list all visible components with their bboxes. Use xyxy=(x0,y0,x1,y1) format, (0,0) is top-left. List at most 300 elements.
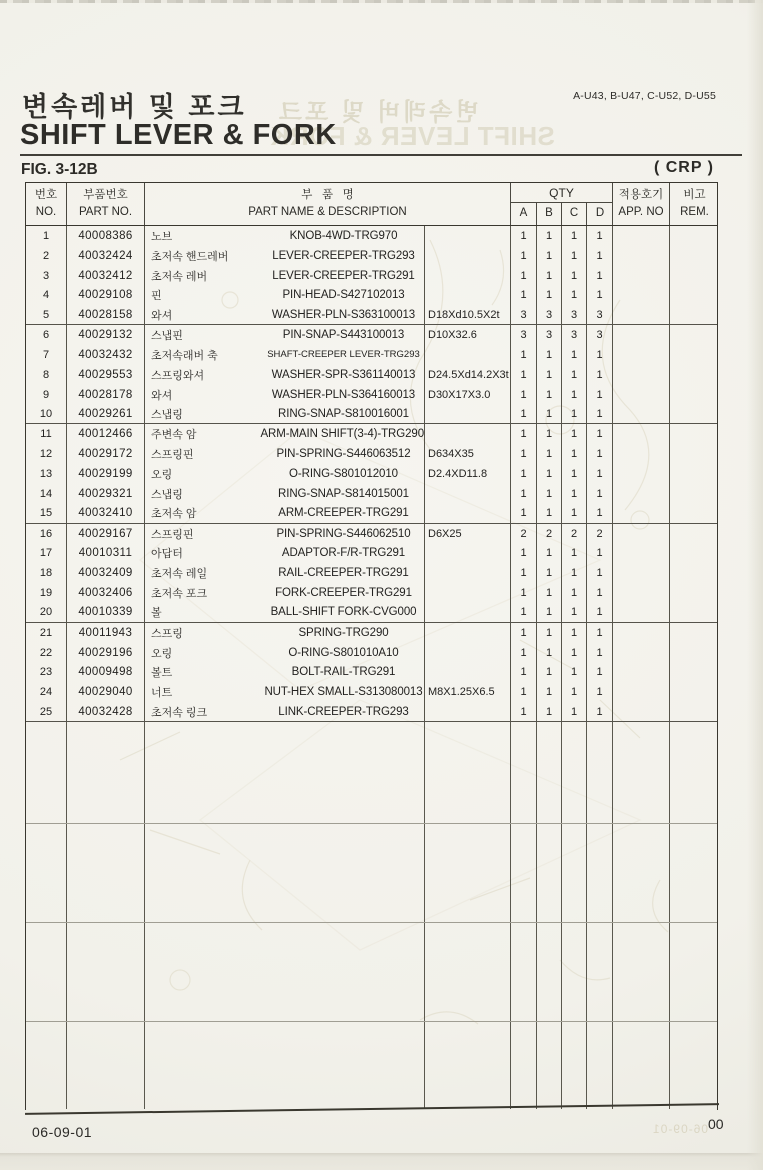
table-row xyxy=(26,246,717,266)
row-qty-b: 1 xyxy=(537,484,562,504)
row-spec xyxy=(425,345,511,365)
row-no: 1 xyxy=(26,226,67,246)
row-qty-c: 1 xyxy=(562,663,587,683)
table-row xyxy=(26,623,717,643)
row-qty-c: 1 xyxy=(562,563,587,583)
row-no: 3 xyxy=(26,266,67,286)
model-codes: A-U43, B-U47, C-U52, D-U55 xyxy=(573,90,716,102)
row-app-no xyxy=(613,663,670,683)
row-part-no: 40032432 xyxy=(67,345,145,365)
row-spec xyxy=(425,663,511,683)
row-part-no: 40029199 xyxy=(67,464,145,484)
table-row xyxy=(26,444,717,464)
row-spec: D18Xd10.5X2t xyxy=(425,305,511,324)
row-name-korean: 초저속 핸드레버 xyxy=(151,250,229,263)
row-qty-b: 1 xyxy=(537,563,562,583)
row-qty-c: 1 xyxy=(562,345,587,365)
table-row xyxy=(26,682,717,702)
row-qty-c: 1 xyxy=(562,226,587,246)
row-no: 22 xyxy=(26,643,67,663)
row-part-no: 40029167 xyxy=(67,524,145,544)
row-qty-c: 1 xyxy=(562,385,587,405)
row-app-no xyxy=(613,444,670,464)
ghost-title-korean: 변속레버 및 포크 xyxy=(276,99,479,126)
row-part-no: 40012466 xyxy=(67,424,145,444)
table-row xyxy=(26,643,717,663)
row-qty-d: 1 xyxy=(587,424,613,444)
row-name xyxy=(145,504,425,523)
row-qty-b: 2 xyxy=(537,524,562,544)
row-qty-c: 1 xyxy=(562,643,587,663)
row-qty-d: 1 xyxy=(587,663,613,683)
row-qty-c: 1 xyxy=(562,286,587,306)
row-no: 10 xyxy=(26,405,67,424)
row-no: 25 xyxy=(26,702,67,721)
table-row xyxy=(26,405,717,425)
row-no: 16 xyxy=(26,524,67,544)
parts-table-body xyxy=(26,226,717,722)
row-part-no: 40009498 xyxy=(67,663,145,683)
scan-edge-bottom xyxy=(0,1153,763,1170)
row-part-no: 40010311 xyxy=(67,544,145,564)
row-qty-d: 1 xyxy=(587,702,613,721)
row-no: 15 xyxy=(26,504,67,523)
row-remark xyxy=(670,345,719,365)
empty-row-block xyxy=(26,1022,717,1109)
row-qty-a: 1 xyxy=(511,405,537,424)
row-name-korean: 와셔 xyxy=(151,309,173,322)
row-qty-d: 1 xyxy=(587,266,613,286)
row-name xyxy=(145,345,425,365)
row-qty-a: 1 xyxy=(511,345,537,365)
row-qty-b: 1 xyxy=(537,643,562,663)
row-part-no: 40032428 xyxy=(67,702,145,721)
row-spec xyxy=(425,266,511,286)
row-remark xyxy=(670,405,719,424)
table-row xyxy=(26,424,717,444)
row-no: 18 xyxy=(26,563,67,583)
row-no: 17 xyxy=(26,544,67,564)
row-name xyxy=(145,544,425,564)
row-spec: M8X1.25X6.5 xyxy=(425,682,511,702)
row-qty-a: 1 xyxy=(511,444,537,464)
row-qty-a: 3 xyxy=(511,325,537,345)
row-name-korean: 스냅링 xyxy=(151,488,183,501)
row-qty-c: 1 xyxy=(562,365,587,385)
parts-table-header xyxy=(26,183,717,226)
row-name xyxy=(145,325,425,345)
row-remark xyxy=(670,226,719,246)
header-no xyxy=(26,183,67,225)
row-part-no: 40032412 xyxy=(67,266,145,286)
header-part-no-korean: 부품번호 xyxy=(83,188,128,201)
row-name-english: SPRING-TRG290 xyxy=(298,626,389,639)
row-name xyxy=(145,563,425,583)
row-app-no xyxy=(613,345,670,365)
row-spec: D10X32.6 xyxy=(425,325,511,345)
row-qty-c: 1 xyxy=(562,424,587,444)
header-part-name-korean: 부 품 명 xyxy=(301,188,354,201)
row-app-no xyxy=(613,246,670,266)
row-name-korean: 초저속 레버 xyxy=(151,270,208,283)
row-remark xyxy=(670,544,719,564)
row-name xyxy=(145,286,425,306)
row-spec: D30X17X3.0 xyxy=(425,385,511,405)
row-qty-d: 1 xyxy=(587,603,613,622)
row-part-no: 40029108 xyxy=(67,286,145,306)
row-name xyxy=(145,583,425,603)
row-qty-b: 1 xyxy=(537,544,562,564)
row-remark xyxy=(670,266,719,286)
row-name-korean: 오링 xyxy=(151,647,173,660)
row-name-english: ADAPTOR-F/R-TRG291 xyxy=(281,547,406,560)
table-row xyxy=(26,365,717,385)
row-app-no xyxy=(613,424,670,444)
row-qty-a: 1 xyxy=(511,385,537,405)
row-qty-d: 1 xyxy=(587,504,613,523)
row-name xyxy=(145,643,425,663)
row-name-korean: 핀 xyxy=(151,290,162,303)
row-app-no xyxy=(613,305,670,324)
row-qty-b: 1 xyxy=(537,663,562,683)
row-qty-a: 1 xyxy=(511,365,537,385)
row-qty-a: 1 xyxy=(511,464,537,484)
row-remark xyxy=(670,286,719,306)
header-qty-label: QTY xyxy=(511,183,612,203)
row-qty-c: 1 xyxy=(562,702,587,721)
row-qty-a: 1 xyxy=(511,603,537,622)
row-part-no: 40029553 xyxy=(67,365,145,385)
row-name xyxy=(145,385,425,405)
page-title-korean: 변속레버 및 포크 xyxy=(22,92,247,122)
row-name-korean: 스프링와셔 xyxy=(151,369,205,382)
row-app-no xyxy=(613,643,670,663)
row-qty-d: 1 xyxy=(587,682,613,702)
row-part-no: 40032409 xyxy=(67,563,145,583)
parts-table xyxy=(25,182,718,1110)
row-qty-a: 1 xyxy=(511,226,537,246)
row-qty-c: 1 xyxy=(562,682,587,702)
footer-revision-date: 06-09-01 xyxy=(32,1124,93,1140)
row-no: 6 xyxy=(26,325,67,345)
header-part-no-english: PART NO. xyxy=(78,206,133,218)
row-name-english: ARM-MAIN SHIFT(3-4)-TRG290 xyxy=(260,428,424,441)
row-qty-a: 1 xyxy=(511,682,537,702)
row-name-korean: 스냅링 xyxy=(151,409,183,422)
row-spec xyxy=(425,424,511,444)
row-part-no: 40008386 xyxy=(67,226,145,246)
row-qty-c: 1 xyxy=(562,266,587,286)
row-no: 7 xyxy=(26,345,67,365)
row-name xyxy=(145,226,425,246)
row-remark xyxy=(670,305,719,324)
row-qty-d: 1 xyxy=(587,385,613,405)
table-row xyxy=(26,544,717,564)
row-qty-a: 1 xyxy=(511,266,537,286)
row-qty-b: 1 xyxy=(537,583,562,603)
row-name xyxy=(145,524,425,544)
row-part-no: 40029321 xyxy=(67,484,145,504)
row-qty-b: 1 xyxy=(537,405,562,424)
row-no: 8 xyxy=(26,365,67,385)
row-name-korean: 오링 xyxy=(151,469,173,482)
table-row xyxy=(26,345,717,365)
row-name xyxy=(145,702,425,721)
row-spec xyxy=(425,484,511,504)
row-no: 11 xyxy=(26,424,67,444)
row-qty-d: 1 xyxy=(587,246,613,266)
row-qty-c: 1 xyxy=(562,504,587,523)
row-no: 12 xyxy=(26,444,67,464)
row-name-english: PIN-SNAP-S443100013 xyxy=(282,329,405,342)
row-app-no xyxy=(613,623,670,643)
row-spec xyxy=(425,226,511,246)
row-name-english: LINK-CREEPER-TRG293 xyxy=(278,705,409,718)
ghost-footer-date: 06-09-01 xyxy=(652,1122,709,1136)
row-part-no: 40029040 xyxy=(67,682,145,702)
header-remarks-english: REM. xyxy=(680,206,709,218)
row-qty-d: 3 xyxy=(587,325,613,345)
row-app-no xyxy=(613,464,670,484)
row-remark xyxy=(670,325,719,345)
row-name-english: SHAFT-CREEPER LEVER-TRG293 xyxy=(267,349,420,361)
row-name-english: FORK-CREEPER-TRG291 xyxy=(275,587,412,600)
scan-edge-top xyxy=(0,0,763,3)
row-spec xyxy=(425,623,511,643)
row-remark xyxy=(670,583,719,603)
row-spec xyxy=(425,544,511,564)
row-part-no: 40029196 xyxy=(67,643,145,663)
row-qty-a: 1 xyxy=(511,702,537,721)
row-name xyxy=(145,424,425,444)
row-qty-b: 3 xyxy=(537,305,562,324)
row-name-korean: 초저속 포크 xyxy=(151,588,208,601)
crp-label: ( CRP ) xyxy=(653,159,714,176)
row-name-korean: 초저속 링크 xyxy=(151,706,208,719)
row-qty-d: 1 xyxy=(587,544,613,564)
row-part-no: 40028158 xyxy=(67,305,145,324)
row-qty-d: 1 xyxy=(587,484,613,504)
scan-edge-right xyxy=(747,0,763,1170)
row-qty-c: 2 xyxy=(562,524,587,544)
row-name xyxy=(145,603,425,622)
row-qty-d: 1 xyxy=(587,583,613,603)
row-qty-c: 1 xyxy=(562,623,587,643)
row-part-no: 40029172 xyxy=(67,444,145,464)
row-qty-b: 3 xyxy=(537,325,562,345)
row-name-english: RING-SNAP-S810016001 xyxy=(278,408,409,421)
row-remark xyxy=(670,365,719,385)
row-name-korean: 스프링핀 xyxy=(151,449,194,462)
row-app-no xyxy=(613,286,670,306)
table-row xyxy=(26,286,717,306)
row-spec xyxy=(425,603,511,622)
row-name xyxy=(145,623,425,643)
row-name-english: LEVER-CREEPER-TRG291 xyxy=(272,269,415,282)
row-spec: D24.5Xd14.2X3t xyxy=(425,365,511,385)
row-name-korean: 스프링핀 xyxy=(151,528,194,541)
row-spec xyxy=(425,504,511,523)
row-app-no xyxy=(613,544,670,564)
row-name-english: PIN-HEAD-S427102013 xyxy=(282,289,405,302)
header-no-english: NO. xyxy=(35,206,57,218)
row-qty-d: 1 xyxy=(587,643,613,663)
row-name-korean: 초저속래버 축 xyxy=(151,349,218,362)
row-app-no xyxy=(613,524,670,544)
row-spec xyxy=(425,643,511,663)
row-remark xyxy=(670,623,719,643)
row-qty-c: 1 xyxy=(562,583,587,603)
row-qty-b: 1 xyxy=(537,623,562,643)
row-qty-b: 1 xyxy=(537,226,562,246)
row-part-no: 40029132 xyxy=(67,325,145,345)
row-app-no xyxy=(613,226,670,246)
row-name-english: BOLT-RAIL-TRG291 xyxy=(291,666,396,679)
row-remark xyxy=(670,444,719,464)
row-name-english: RING-SNAP-S814015001 xyxy=(278,487,409,500)
row-qty-d: 1 xyxy=(587,345,613,365)
row-app-no xyxy=(613,266,670,286)
row-name-korean: 노브 xyxy=(151,230,173,243)
row-name xyxy=(145,464,425,484)
row-qty-a: 1 xyxy=(511,563,537,583)
row-qty-b: 1 xyxy=(537,444,562,464)
table-row xyxy=(26,702,717,722)
row-qty-a: 3 xyxy=(511,305,537,324)
row-name-english: WASHER-PLN-S364160013 xyxy=(271,388,416,401)
row-qty-a: 1 xyxy=(511,286,537,306)
row-qty-d: 1 xyxy=(587,405,613,424)
row-name xyxy=(145,663,425,683)
row-app-no xyxy=(613,385,670,405)
row-qty-a: 1 xyxy=(511,663,537,683)
row-remark xyxy=(670,246,719,266)
row-qty-c: 3 xyxy=(562,305,587,324)
row-qty-a: 2 xyxy=(511,524,537,544)
row-spec xyxy=(425,405,511,424)
row-spec: D634X35 xyxy=(425,444,511,464)
row-qty-c: 3 xyxy=(562,325,587,345)
row-remark xyxy=(670,424,719,444)
header-part-name xyxy=(145,183,511,225)
row-qty-b: 1 xyxy=(537,504,562,523)
header-qty-col-c: C xyxy=(562,203,587,225)
footer-page-number: 00 xyxy=(708,1116,724,1132)
row-no: 4 xyxy=(26,286,67,306)
row-spec xyxy=(425,563,511,583)
row-qty-d: 1 xyxy=(587,623,613,643)
row-app-no xyxy=(613,583,670,603)
row-qty-b: 1 xyxy=(537,603,562,622)
row-qty-d: 1 xyxy=(587,563,613,583)
header-qty-columns xyxy=(511,203,612,225)
row-remark xyxy=(670,603,719,622)
row-no: 20 xyxy=(26,603,67,622)
ghost-title-english: SHIFT LEVER & FORK xyxy=(270,121,555,151)
row-qty-b: 1 xyxy=(537,365,562,385)
row-name-korean: 아답터 xyxy=(151,548,183,561)
row-name-english: PIN-SPRING-S446063512 xyxy=(276,448,411,461)
row-name-english: PIN-SPRING-S446062510 xyxy=(276,527,411,540)
row-qty-b: 1 xyxy=(537,682,562,702)
table-row xyxy=(26,504,717,524)
row-no: 24 xyxy=(26,682,67,702)
header-no-korean: 번호 xyxy=(34,188,58,201)
row-remark xyxy=(670,702,719,721)
row-name xyxy=(145,444,425,464)
row-qty-d: 3 xyxy=(587,305,613,324)
empty-row-block xyxy=(26,824,717,923)
row-app-no xyxy=(613,365,670,385)
row-name-english: LEVER-CREEPER-TRG293 xyxy=(272,249,415,262)
row-remark xyxy=(670,663,719,683)
table-row xyxy=(26,524,717,544)
row-qty-b: 1 xyxy=(537,266,562,286)
row-no: 23 xyxy=(26,663,67,683)
header-app-no-english: APP. NO xyxy=(618,206,664,218)
row-qty-c: 1 xyxy=(562,464,587,484)
row-no: 21 xyxy=(26,623,67,643)
row-part-no: 40010339 xyxy=(67,603,145,622)
row-app-no xyxy=(613,682,670,702)
row-name-english: ARM-CREEPER-TRG291 xyxy=(278,507,409,520)
row-spec xyxy=(425,246,511,266)
row-name-korean: 너트 xyxy=(151,687,173,700)
row-name-english: O-RING-S801010A10 xyxy=(288,646,399,659)
header-qty-group xyxy=(511,183,613,225)
table-row xyxy=(26,305,717,325)
row-name-korean: 볼트 xyxy=(151,667,173,680)
empty-row-block xyxy=(26,923,717,1022)
header-qty-col-b: B xyxy=(537,203,562,225)
row-name-english: WASHER-SPR-S361140013 xyxy=(271,368,416,381)
row-name-korean: 스프링 xyxy=(151,627,183,640)
row-name-korean: 볼 xyxy=(151,607,162,620)
row-qty-b: 1 xyxy=(537,286,562,306)
table-row xyxy=(26,226,717,246)
row-no: 19 xyxy=(26,583,67,603)
row-name-english: RAIL-CREEPER-TRG291 xyxy=(278,567,409,580)
header-remarks-korean: 비고 xyxy=(683,188,706,201)
row-qty-d: 1 xyxy=(587,226,613,246)
row-qty-a: 1 xyxy=(511,484,537,504)
row-qty-a: 1 xyxy=(511,583,537,603)
header-app-no xyxy=(613,183,670,225)
row-qty-d: 1 xyxy=(587,444,613,464)
row-remark xyxy=(670,504,719,523)
header-part-no xyxy=(67,183,145,225)
row-qty-d: 1 xyxy=(587,365,613,385)
table-row xyxy=(26,603,717,623)
row-name-korean: 주변속 암 xyxy=(151,429,197,442)
row-name xyxy=(145,246,425,266)
row-name xyxy=(145,682,425,702)
row-name-korean: 스냅핀 xyxy=(151,330,183,343)
row-app-no xyxy=(613,325,670,345)
row-no: 9 xyxy=(26,385,67,405)
row-part-no: 40032406 xyxy=(67,583,145,603)
figure-number: FIG. 3-12B xyxy=(21,161,98,178)
row-name-english: O-RING-S801012010 xyxy=(289,468,398,481)
row-remark xyxy=(670,484,719,504)
row-app-no xyxy=(613,563,670,583)
table-row xyxy=(26,266,717,286)
row-qty-b: 1 xyxy=(537,464,562,484)
row-name-english: KNOB-4WD-TRG970 xyxy=(289,229,398,242)
table-row xyxy=(26,385,717,405)
row-qty-c: 1 xyxy=(562,405,587,424)
row-spec: D6X25 xyxy=(425,524,511,544)
